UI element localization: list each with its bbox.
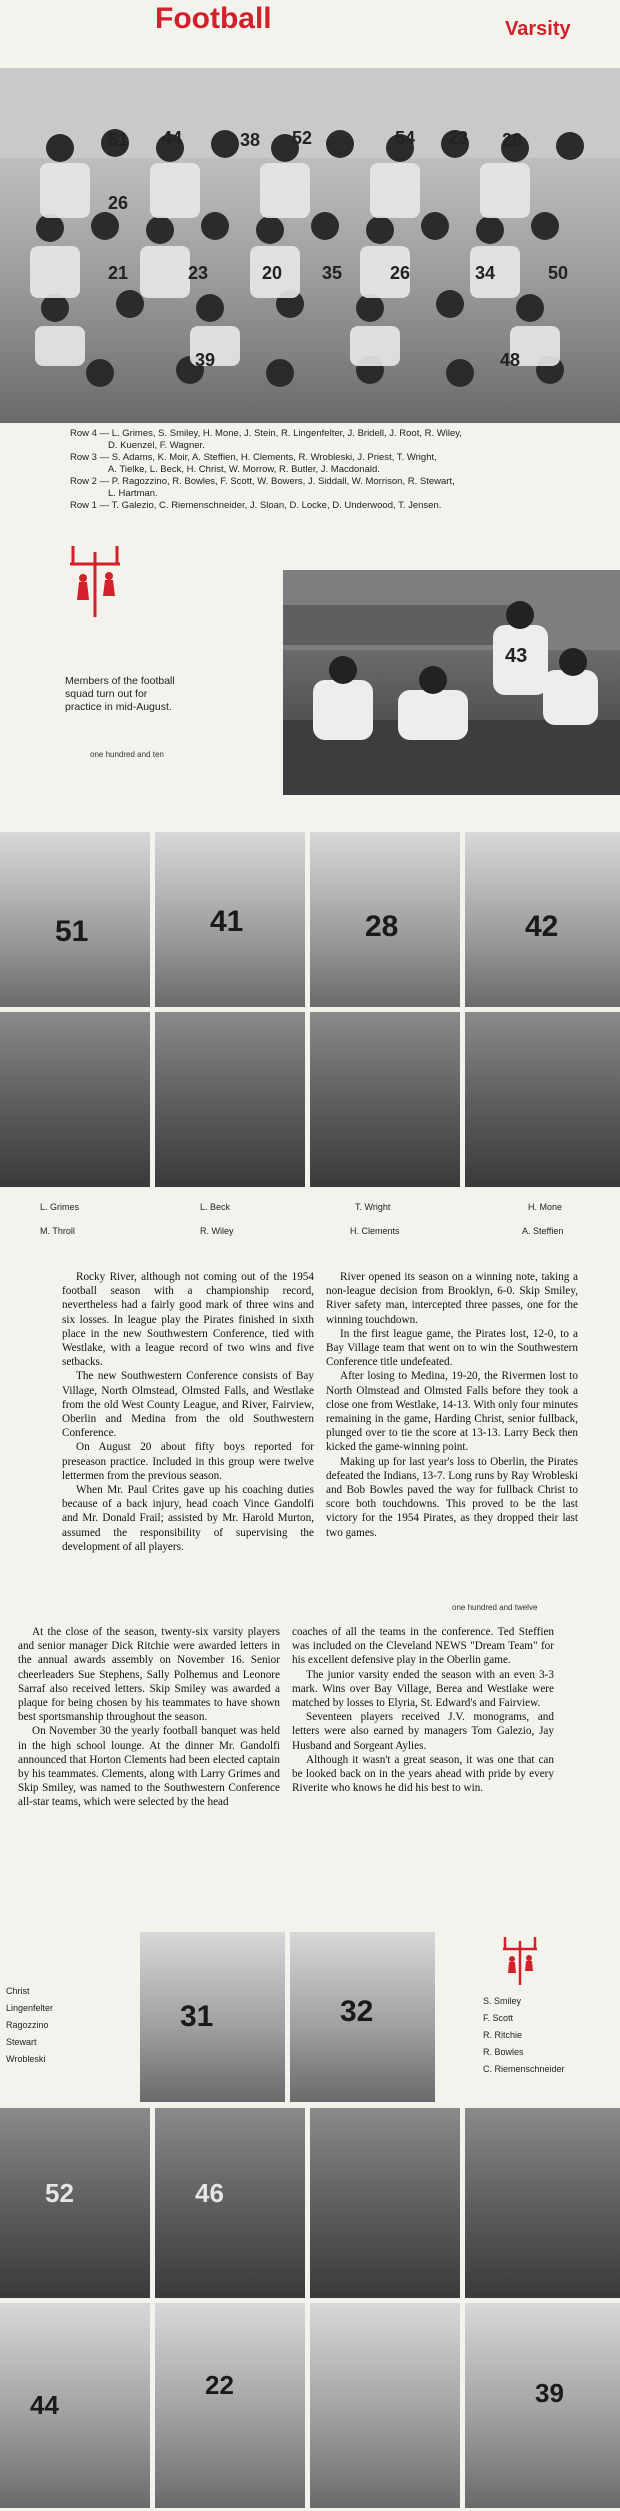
- portrait-jersey: 42: [525, 910, 559, 943]
- article-paragraph: In the first league game, the Pirates lost, 12-0, to a Bay Village team that went on to win the Southwestern Conference title undefeated.: [326, 1327, 578, 1369]
- team-jersey: 28: [502, 130, 523, 150]
- portrait-jersey: 44: [30, 2390, 59, 2420]
- caption-line: L. Hartman.: [108, 488, 158, 499]
- team-jersey: 48: [500, 350, 521, 370]
- goalpost-pirate-icon: [500, 1935, 540, 1985]
- portrait-name: M. Throll: [40, 1226, 75, 1236]
- team-jersey: 26: [390, 263, 411, 283]
- left-name-list: [6, 1983, 53, 2068]
- article-paragraph: The new Southwestern Conference consists of Bay Village, North Olmstead, Olmsted Falls, and Westlake from the old West County League, and River, Fairview, Oberlin and Medina from the old Southwestern Conference.: [62, 1370, 314, 1440]
- player-name: Stewart: [6, 2037, 37, 2047]
- portrait-jersey: 32: [340, 1995, 374, 2028]
- article-paragraph: coaches of all the teams in the conference. Ted Steffien was included on the Cleveland NEWS "Dream Team" for his excellent defensive play in the Oberlin game.: [292, 1626, 554, 1667]
- portrait-name: A. Steffien: [522, 1226, 564, 1236]
- action-jersey: 43: [505, 645, 528, 667]
- caption-line: Row 4 — L. Grimes, S. Smiley, H. Mone, J. Stein, R. Lingenfelter, J. Bridell, J. Root, R. Wiley,: [70, 428, 462, 439]
- portrait-jersey: 51: [55, 915, 89, 948]
- player-name: Lingenfelter: [6, 2003, 54, 2013]
- team-jersey: 23: [188, 263, 209, 283]
- player-name: Christ: [6, 1986, 30, 1996]
- article-column-1: [62, 1270, 314, 1554]
- player-name: Ragozzino: [6, 2020, 49, 2030]
- portrait-bottom-1-3: [310, 2108, 460, 2298]
- caption-line: Row 2 — P. Ragozzino, R. Bowles, F. Scott, W. Bowers, J. Siddall, W. Morrison, R. Stewart,: [70, 476, 455, 487]
- article-paragraph: The junior varsity ended the season with an even 3-3 mark. Wins over Bay Village, Berea and Westlake were matched by losses to Elyria, St. Edward's and Fairview.: [292, 1668, 554, 1710]
- page-number: one hundred and ten: [90, 750, 164, 759]
- team-jersey: 38: [240, 130, 261, 150]
- page-number: one hundred and twelve: [452, 1603, 538, 1612]
- portrait-name: L. Beck: [200, 1202, 231, 1212]
- article-paragraph: Making up for last year's loss to Oberlin, the Pirates defeated the Indians, 13-7. Long runs by Ray Wrobleski and Bob Bowles paved the way for fullback Christ to score both touchdowns. This proved to be the last victory for the 1954 Pirates, as they dropped their last two games.: [326, 1455, 578, 1539]
- player-name: Wrobleski: [6, 2054, 46, 2064]
- portrait-jersey: 39: [535, 2378, 564, 2408]
- article-paragraph: On November 30 the yearly football banquet was held in the high school lounge. At the dinner Mr. Gandolfi announced that Horton Clements had been elected captain by his teammates. Clements, along with Larry Grimes and Skip Smiley, was named to the Southwestern Conference all-star teams, which were selected by the head: [18, 1725, 280, 1809]
- portrait-jersey: 28: [365, 910, 399, 943]
- portrait-bottom-1-4: [465, 2108, 620, 2298]
- team-jersey: 35: [322, 263, 343, 283]
- team-jersey: 20: [262, 263, 283, 283]
- player-name: R. Bowles: [483, 2047, 524, 2057]
- caption-line: A. Tielke, L. Beck, H. Christ, W. Morrow, R. Butler, J. Macdonald.: [108, 464, 380, 475]
- portrait-jersey: 31: [180, 2000, 214, 2033]
- article-paragraph: After losing to Medina, 19-20, the Rivermen lost to North Olmstead and Olmsted Falls before they took a close one from Westlake, 14-13. With only four minutes remaining in the game, Harding Christ, senior fullback, plunged over to tie the score at 13-13. Larry Beck then kicked the game-winning point.: [326, 1370, 578, 1454]
- team-jersey: 50: [548, 263, 569, 283]
- article-paragraph: Although it wasn't a great season, it was one that can be looked back on in the years ahead with pride by every Riverite who knows he did his best to win.: [292, 1753, 554, 1795]
- team-jersey: 34: [475, 263, 496, 283]
- portrait-throll: [0, 1012, 150, 1187]
- caption-line: Row 1 — T. Galezio, C. Riemenschneider, J. Sloan, D. Locke, D. Underwood, T. Jensen.: [70, 500, 442, 511]
- portrait-jersey: 41: [210, 905, 244, 938]
- portrait-name: H. Clements: [350, 1226, 400, 1236]
- practice-caption: Members of the football squad turn out for practice in mid-August.: [65, 675, 175, 713]
- article-paragraph: At the close of the season, twenty-six varsity players and senior manager Dick Ritchie were awarded letters in the annual awards assembly on November 16. Senior cheerleaders Sue Stephens, Sally Polhemus and Leonore Sarraf also received letters. Skip Smiley was awarded a plaque for being chosen by his teammates to have shown best sportsmanship throughout the season.: [18, 1626, 280, 1724]
- portrait-name: T. Wright: [355, 1202, 391, 1212]
- team-jersey: 51: [108, 130, 129, 150]
- article-paragraph: When Mr. Paul Crites gave up his coaching duties because of a back injury, head coach Vince Gandolfi and Mr. Donald Frail; assisted by Mr. Harold Murton, assumed the responsibility of supervising the development of all players.: [62, 1484, 314, 1553]
- portrait-clements: [310, 1012, 460, 1187]
- article-column-3: [18, 1625, 280, 1810]
- article-paragraph: On August 20 about fifty boys reported for preseason practice. Included in this group were twelve lettermen from the previous season.: [62, 1441, 314, 1482]
- team-photo-caption: [70, 428, 610, 512]
- portrait-name: R. Wiley: [200, 1226, 234, 1236]
- article-paragraph: Rocky River, although not coming out of the 1954 football season with a championship record, nevertheless had a fairly good mark of three wins and six losses. In league play the Pirates finished in sixth place in the new Southwestern Conference, tied with Westlake, with a league record of two wins and five setbacks.: [62, 1271, 314, 1369]
- player-name: C. Riemenschneider: [483, 2064, 565, 2074]
- team-jersey: 39: [195, 350, 216, 370]
- player-name: R. Ritchie: [483, 2030, 523, 2040]
- portrait-bottom-2-1: [0, 2303, 150, 2508]
- portrait-jersey: 46: [195, 2178, 224, 2208]
- goalpost-pirate-icon: [65, 542, 125, 617]
- team-jersey: 52: [292, 128, 313, 148]
- section-label: Varsity: [505, 18, 571, 40]
- portrait-bottom-2-2: [155, 2303, 305, 2508]
- team-jersey: 26: [108, 193, 129, 213]
- portrait-jersey: 22: [205, 2370, 234, 2400]
- article-paragraph: Seventeen players received J.V. monograms, and letters were also earned by managers Tom Galezio, Jay Husband and Sorgeant Aylies.: [292, 1711, 554, 1752]
- portrait-name: H. Mone: [528, 1202, 563, 1212]
- article-paragraph: River opened its season on a winning note, taking a non-league decision from Brooklyn, 6-0. Skip Smiley, River safety man, intercepted three passes, one for the winning touchdown.: [326, 1271, 578, 1326]
- portrait-wiley: [155, 1012, 305, 1187]
- team-jersey: 44: [162, 128, 183, 148]
- team-photo: [0, 68, 620, 423]
- player-name: F. Scott: [483, 2013, 514, 2023]
- team-photo-figures: [0, 68, 620, 423]
- article-column-2: [326, 1270, 578, 1540]
- portrait-name: L. Grimes: [40, 1202, 80, 1212]
- article-column-4: [292, 1625, 554, 1795]
- portrait-bottom-1-2: [155, 2108, 305, 2298]
- caption-line: D. Kuenzel, F. Wagner.: [108, 440, 205, 451]
- team-jersey: 21: [108, 263, 129, 283]
- portrait-jersey: 52: [45, 2178, 74, 2208]
- portrait-bottom-2-3: [310, 2303, 460, 2508]
- portrait-steffien: [465, 1012, 620, 1187]
- caption-line: Row 3 — S. Adams, K. Moir, A. Steffien, H. Clements, R. Wrobleski, J. Priest, T. Wright,: [70, 452, 437, 463]
- page-title: Football: [155, 2, 272, 35]
- team-jersey: 54: [395, 128, 416, 148]
- portrait-bottom-1-1: [0, 2108, 150, 2298]
- player-name: S. Smiley: [483, 1996, 522, 2006]
- team-jersey: 23: [448, 128, 469, 148]
- right-name-list: [483, 1993, 565, 2078]
- practice-action-photo: [283, 570, 620, 795]
